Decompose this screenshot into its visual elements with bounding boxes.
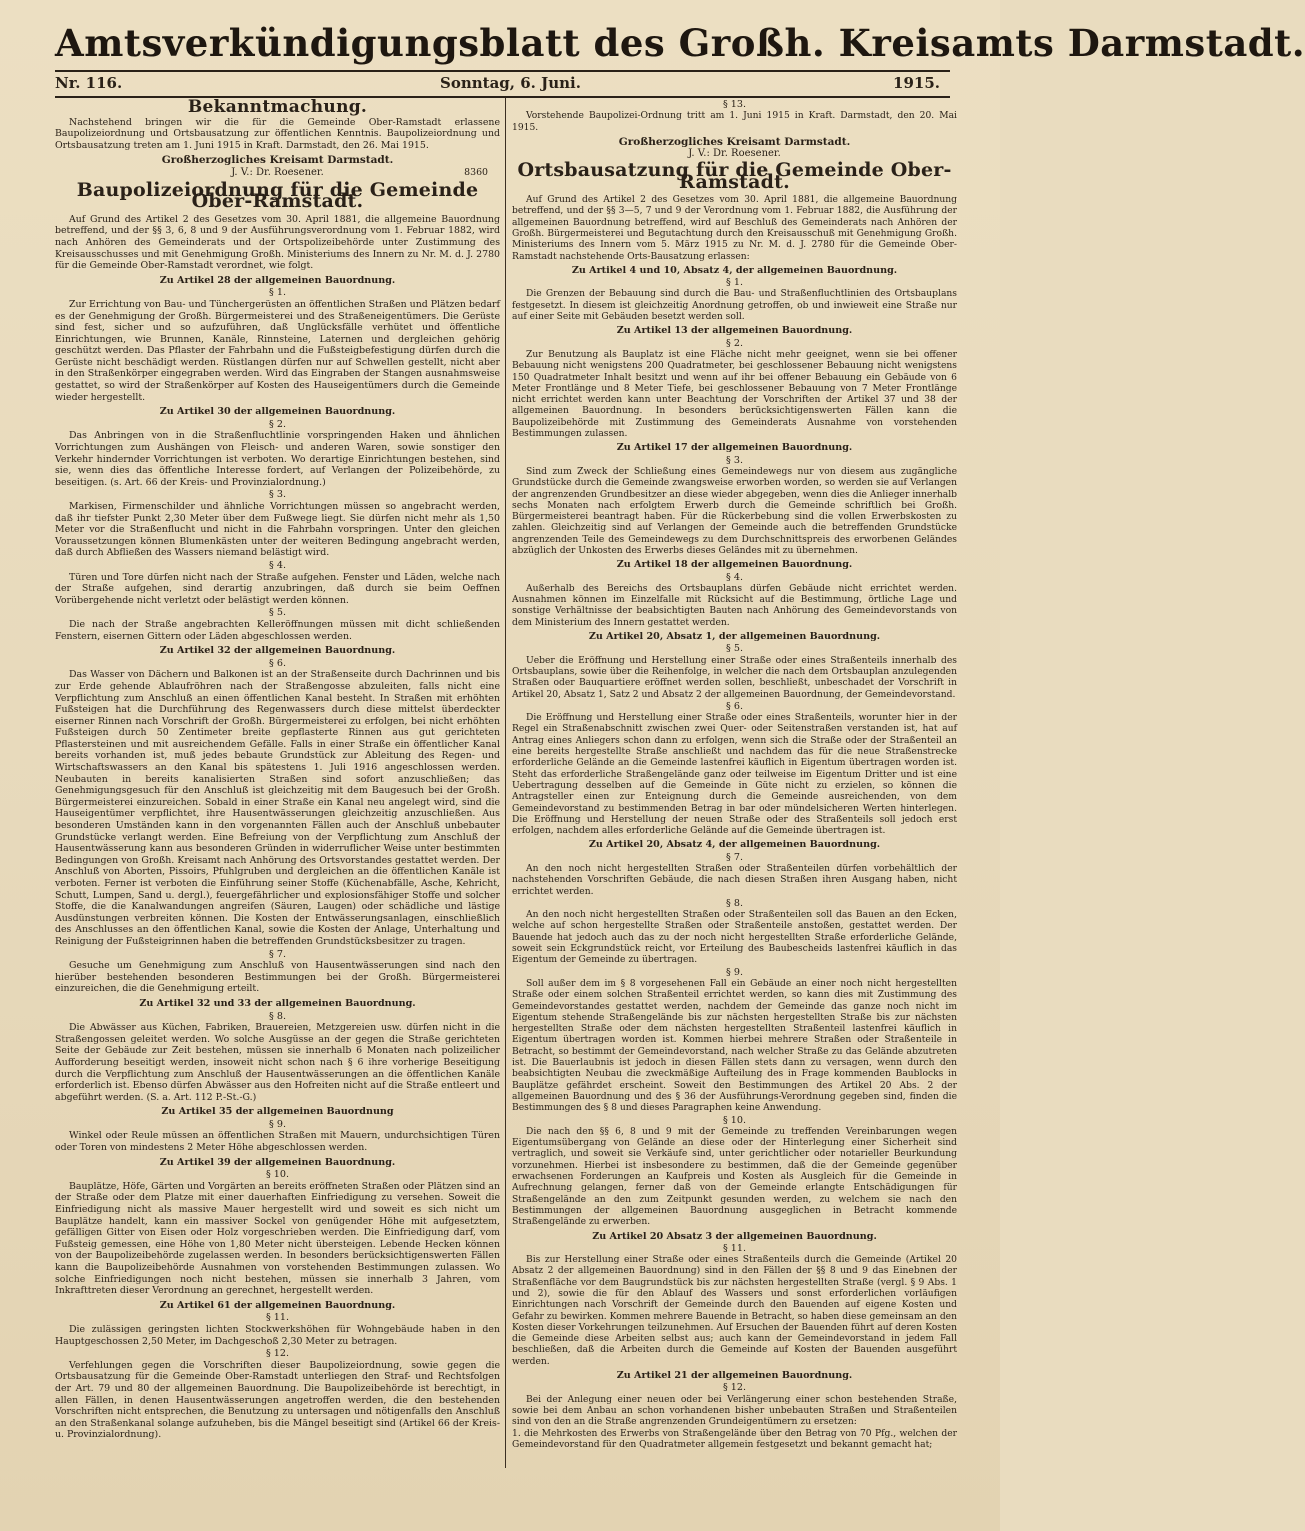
list-item: 1. die Mehrkosten des Erwerbs von Straßengelände über den Betrag von 70 Pfg., welchen der Gemeindevorstand für den Quadratmeter allgemein festgesetzt und bekannt gemacht hat; (512, 1427, 957, 1450)
paragraph-text: Bis zur Herstellung einer Straße oder eines Straßenteils durch die Gemeinde (Artikel 20 Absatz 2 der allgemeinen Bauordnung) sind in den Fällen der §§ 8 und 9 das Einebnen der Straßenfläche vor dem Baugrundstück bis zur nächsten hergestellten Straße (vergl. § 9 Abs. 1 und 2), sowie die für den Ablauf des Wassers und sonst erforderlichen vorläufigen Einrichtungen nach Vorschrift der Gemeinde durch den Bauenden auf eigene Kosten und Gefahr zu bewirken. Kommen mehrere Bauende in Betracht, so haben diese gemeinsam an den Kosten dieser Vorkehrungen teilzunehmen. Auf Ersuchen der Bauenden führt auf deren Kosten die Gemeinde diese Arbeiten selbst aus; auch kann der Gemeindevorstand in jedem Fall beschließen, daß die Arbeiten durch die Gemeinde auf Kosten der Bauenden ausgeführt werden. (512, 1254, 957, 1367)
signer-row (55, 167, 500, 179)
article-heading: Zu Artikel 39 der allgemeinen Bauordnung. (159, 1156, 396, 1168)
signer: J. V.: Dr. Roesener. (231, 166, 324, 178)
paragraph-text: Außerhalb des Bereichs des Ortsbauplans dürfen Gebäude nicht errichtet werden. Ausnahmen können im Einzelfalle mit Rücksicht auf die Bestimmung, örtliche Lage und sonstige Verhältnisse der beabsichtigten Bauten nach Anhörung des Gemeindevorstands von dem Ministerium des Innern gestattet werden. (512, 582, 957, 628)
article-heading: Zu Artikel 13 der allgemeinen Bauordnung. (616, 325, 853, 337)
paragraph-number: § 7. (269, 948, 286, 960)
paragraph-number: § 10. (265, 1169, 290, 1181)
paragraph-text: Soll außer dem im § 8 vorgesehenen Fall ein Gebäude an einer noch nicht hergestellten Straße oder einem solchen Straßenteil errichtet werden, so kann dies mit Zustimmung des Gemeindevorstandes gestattet werden, nachdem der Gemeinde das ganze noch nicht im Eigentum stehende Straßengelände bis zur nächsten hergestellten Straße bis zur nächsten hergestellten Straße oder dem nächsten hergestellten Straßenteil lastenfrei käuflich in Eigentum übertragen worden ist. Kommen hierbei mehrere Straßen oder Straßenteile in Betracht, so bestimmt der Gemeindevorstand, nach welcher Straße zu das Gelände abzutreten ist. Die Bauerlaubnis ist jedoch in diesen Fällen stets dann zu versagen, wenn durch den beabsichtigten Neubau die zweckmäßige Aufteilung des in Frage kommenden Baublocks in Bauplätze gefährdet erscheint. Soweit den Bestimmungen des Artikel 20 Abs. 2 der allgemeinen Bauordnung und des § 36 der Ausführungs-Verordnung gegeben sind, finden die Bestimmungen des § 8 und dieses Paragraphen keine Anwendung. (512, 977, 957, 1114)
article-heading: Zu Artikel 17 der allgemeinen Bauordnung. (616, 442, 853, 454)
article-heading: Zu Artikel 4 und 10, Absatz 4, der allgemeinen Bauordnung. (571, 264, 898, 276)
signer: J. V.: Dr. Roesener. (688, 148, 781, 160)
paragraph-text: Vorstehende Baupolizei-Ordnung tritt am 1. Juni 1915 in Kraft. Darmstadt, den 20. Mai 1915. (512, 110, 957, 133)
preamble: Auf Grund des Artikel 2 des Gesetzes vom 30. April 1881, die allgemeine Bauordnung betreffend, und der §§ 3—5, 7 und 9 der Verordnung vom 1. Februar 1882, die Ausführung der allgemeinen Bauordnung betreffend, wird auf Beschluß des Gemeinderats nach Anhören der Großh. Bürgermeisterei und Begutachtung durch den Kreisausschuß mit Genehmigung Großh. Ministeriums des Innern vom 5. März 1915 zu Nr. M. d. J. 2780 für die Gemeinde Ober-Ramstadt nachstehende Orts-Bausatzung erlassen: (512, 194, 957, 262)
article-heading: Zu Artikel 20, Absatz 4, der allgemeinen Bauordnung. (588, 839, 881, 851)
right-column (512, 98, 957, 1450)
masthead-rule (55, 70, 950, 72)
paragraph-text: Sind zum Zweck der Schließung eines Gemeindewegs nur von diesem aus zugängliche Grundstücke durch die Gemeinde zwangsweise erworben worden, so werden sie auf Verlangen der angrenzenden Grundbesitzer an diese wieder abgegeben, wenn dies die Anlieger innerhalb sechs Monaten nach erfolgtem Erwerb durch die Gemeinde schriftlich bei Großh. Bürgermeisterei beantragt haben. Für die Rückerbebung sind die vollen Erwerbskosten zu zahlen. Gleichzeitig sind auf Verlangen der Gemeinde auch die betreffenden Grundstücke angrenzenden Teile des Gemeindewegs zu dem Durchschnittspreis des erworbenen Geländes abzüglich der Unkosten des Erwerbs dieses Geländes mit zu übernehmen. (512, 465, 957, 556)
paragraph-text: Winkel oder Reule müssen an öffentlichen Straßen mit Mauern, undurchsichtigen Türen oder Toren von mindestens 2 Meter Höhe abgeschlossen werden. (55, 1130, 500, 1154)
paragraph-text: Die zulässigen geringsten lichten Stockwerkshöhen für Wohngebäude haben in den Hauptgeschossen 2,50 Meter, im Dachgeschoß 2,30 Meter zu betragen. (55, 1323, 500, 1347)
paragraph-text: An den noch nicht hergestellten Straßen oder Straßenteilen dürfen vorbehältlich der nachstehenden Vorschriften Gebäude, die nach diesen Straßen ihren Ausgang haben, nicht errichtet werden. (512, 863, 957, 897)
paragraph-number: § 11. (722, 1242, 747, 1254)
paragraph-text: Die nach den §§ 6, 8 und 9 mit der Gemeinde zu treffenden Vereinbarungen wegen Eigentumsübergang von Gelände an diese oder der Hinterlegung einer Sicherheit sind vertraglich, und soweit sie Verkäufe sind, unter gerichtlicher oder notarieller Beurkundung vorzunehmen. Hierbei ist insbesondere zu bestimmen, daß die der Gemeinde gegenüber erwachsenen Forderungen an Kaufpreis und Kosten als Ausgleich für die Gemeinde in Aufrechnung gelangen, ferner daß von der Gemeinde erlangte Entschädigungen für Straßengelände an den zum Zeitpunkt gesunden werden, zu welchem sie nach den Bestimmungen der allgemeinen Bauordnung ausgeglichen in Betracht kommende Straßengelände zu erwerben. (512, 1125, 957, 1228)
paragraph-text: Bauplätze, Höfe, Gärten und Vorgärten an bereits eröffneten Straßen oder Plätzen sind an der Straße oder dem Platze mit einer dauerhaften Einfriedigung zu versehen. Soweit die Einfriedigung nicht als massive Mauer hergestellt wird und soweit es sich nicht um Bauplätze handelt, kann ein massiver Sockel von genügender Höhe mit aufgesetztem, gefälligen Gitter von Eisen oder Holz vorgeschrieben werden. Die Einfriedigung darf, vom Fußsteig gemessen, eine Höhe von 1,80 Meter nicht übersteigen. Lebende Hecken können von der Baupolizeibehörde zugelassen werden. In besonders berücksichtigenswerten Fällen kann die Baupolizeibehörde Ausnahmen von vorstehenden Bestimmungen zulassen. Wo solche Einfriedigungen noch nicht bestehen, müssen sie innerhalb 3 Jahren, vom Inkrafttreten dieser Verordnung an gerechnet, hergestellt werden. (55, 1180, 500, 1297)
article-heading: Zu Artikel 61 der allgemeinen Bauordnung. (159, 1299, 396, 1311)
authority-name: Großherzogliches Kreisamt Darmstadt. (161, 154, 394, 167)
column-divider (505, 98, 506, 1468)
paragraph-text: Das Wasser von Dächern und Balkonen ist an der Straßenseite durch Dachrinnen und bis zur Erde gehende Ablaufröhren nach der Straßengosse abzuleiten, falls nicht eine Verpflichtung zum Anschluß an einen öffentlichen Kanal besteht. In Straßen mit erhöhten Fußsteigen hat die Durchführung des Regenwassers durch diese mittelst überdeckter eiserner Rinnen nach Vorschrift der Großh. Bürgermeisterei zu erfolgen, bei nicht erhöhten Fußsteigen durch 50 Zentimeter breite gepflasterte Rinnen aus gut gerichteten Pflastersteinen und mit ausreichendem Gefälle. Falls in einer Straße ein öffentlicher Kanal bereits vorhanden ist, muß jedes bebaute Grundstück zur Ableitung des Regen- und Wirtschaftswassers an den Kanal bis spätestens 1. Juli 1916 angeschlossen werden. Neubauten in bereits kanalisierten Straßen sind sofort anzuschließen; das Genehmigungsgesuch für den Anschluß ist gleichzeitig mit dem Baugesuch bei der Großh. Bürgermeisterei einzureichen. Sobald in einer Straße ein Kanal neu angelegt wird, sind die Hauseigentümer verpflichtet, ihre Hausentwässerungen gleichzeitig anzuschließen. Aus besonderen Umständen kann in den vorgenannten Fällen auch der Anschluß unbebauter Grundstücke verlangt werden. Eine Befreiung von der Verpflichtung zum Anschluß der Hausentwässerung kann aus besonderen Gründen in widerruflicher Weise unter bestimmten Bedingungen von Großh. Kreisamt nach Anhörung des Ortsvorstandes gestattet werden. Der Anschluß von Aborten, Pissoirs, Pfuhlgruben und dergleichen an die öffentlichen Kanäle ist verboten. Ferner ist verboten die Einführung seiner Stoffe (Küchenabfälle, Asche, Kehricht, Schutt, Lumpen, Sand u. dergl.), feuergefährlicher und explosionsfähiger Stoffe und solcher Stoffe, die die Kanalwandungen angreifen (Säuren, Laugen) oder schädliche und lästige Ausdünstungen verbreiten können. Die Kosten der Entwässerungsanlagen, einschließlich des Anschlusses an den öffentlichen Kanal, sowie die Kosten der Anlage, Unterhaltung und Reinigung der Fußsteigrinnen haben die betreffenden Grundstücksbesitzer zu tragen. (55, 669, 500, 947)
paragraph-text: Markisen, Firmenschilder und ähnliche Vorrichtungen müssen so angebracht werden, daß ihr tiefster Punkt 2,30 Meter über dem Fußwege liegt. Sie dürfen nicht mehr als 1,50 Meter vor die Straßenflucht und nicht in die Fahrbahn vorspringen. Unter den gleichen Voraussetzungen können Blumenkästen unter der weiteren Bedingung angebracht werden, daß durch Abfließen des Wassers niemand belästigt wird. (55, 501, 500, 559)
paragraph-number: § 1. (726, 277, 743, 289)
paragraph-number: § 6. (726, 700, 743, 712)
article-heading: Zu Artikel 30 der allgemeinen Bauordnung. (159, 406, 396, 418)
paragraph-number: § 2. (726, 337, 743, 349)
article-heading: Zu Artikel 32 und 33 der allgemeinen Bauordnung. (139, 997, 416, 1009)
baupolizeiordnung-title: Baupolizeiordnung für die Gemeinde Ober-Ramstadt. (76, 178, 479, 213)
paragraph-text: Die Abwässer aus Küchen, Fabriken, Brauereien, Metzgereien usw. dürfen nicht in die Straßengossen geleitet werden. Wo solche Ausgüsse an der gegen die Straße gerichteten Seite der Gebäude zur Zeit bestehen, müssen sie innerhalb 6 Monaten nach polizeilicher Aufforderung beseitigt werden, insoweit nicht schon nach § 6 ihre vorherige Beseitigung durch die Verpflichtung zum Anschluß der Hausentwässerungen an die öffentlichen Kanäle erforderlich ist. Ebenso dürfen Abwässer aus den Hofreiten nicht auf die Straße entleert und abgeführt werden. (S. a. Art. 112 P.-St.-G.) (55, 1022, 500, 1103)
paragraph-number: § 4. (726, 571, 743, 583)
paragraph-number: § 3. (269, 489, 286, 501)
preamble: Auf Grund des Artikel 2 des Gesetzes vom 30. April 1881, die allgemeine Bauordnung betreffend, und der §§ 3, 6, 8 und 9 der Ausführungsverordnung vom 1. Februar 1882, wird nach Anhören des Gemeinderats und der Ortspolizeibehörde unter Zustimmung des Kreisausschusses und mit Genehmigung Großh. Ministeriums des Innern zu Nr. M. d. J. 2780 für die Gemeinde Ober-Ramstadt verordnet, wie folgt. (55, 213, 500, 272)
paragraph-text: Die Eröffnung und Herstellung einer Straße oder eines Straßenteils, worunter hier in der Regel ein Straßenabschnitt zwischen zwei Quer- oder Seitenstraßen verstanden ist, hat auf Antrag eines Anliegers schon dann zu erfolgen, wenn sich die Straße oder der Straßenteil an eine bereits hergestellte Straße anschließt und nachdem das für die neue Straßenstrecke erforderliche Gelände an die Gemeinde lastenfrei käuflich in Eigentum übertragen worden ist. Steht das erforderliche Straßengelände ganz oder teilweise im Eigentum Dritter und ist eine Uebertragung desselben auf die Gemeinde in Güte nicht zu erzielen, so können die Antragsteller einen zur Enteignung durch die Gemeinde ausreichenden, von dem Gemeindevorstand zu bestimmenden Betrag in bar oder mündelsicheren Werten hinterlegen. Die Eröffnung und Herstellung der neuen Straße oder des Straßenteils soll jedoch erst erfolgen, nachdem alles erforderliche Gelände auf die Gemeinde übertragen ist. (512, 712, 957, 837)
ortsbausatzung-title: Ortsbausatzung für die Gemeinde Ober-Ramstadt. (517, 159, 952, 193)
paragraph-text: Zur Errichtung von Bau- und Tünchergerüsten an öffentlichen Straßen und Plätzen bedarf es der Genehmigung der Großh. Bürgermeisterei und des Straßeneigentümers. Die Gerüste sind fest, sicher und so aufzuführen, daß Unglücksfälle verhütet und öffentliche Einrichtungen, wie Brunnen, Kanäle, Rinnsteine, Laternen und dergleichen gehörig geschützt werden. Das Pflaster der Fahrbahn und die Fußsteigbefestigung dürfen durch die Gerüste nicht beschädigt werden. Rüstlangen dürfen nur auf Schwellen gestellt, nicht aber in den Straßenkörper eingegraben werden. Wird das Eingraben der Stangen ausnahmsweise gestattet, so wird der Straßenkörper auf Kosten des Hauseigentümers durch die Gemeinde wieder hergestellt. (55, 298, 500, 403)
paragraph-number: § 13. (722, 99, 747, 110)
paragraph-number: § 3. (726, 454, 743, 466)
paragraph-text: Verfehlungen gegen die Vorschriften dieser Baupolizeiordnung, sowie gegen die Ortsbausatzung für die Gemeinde Ober-Ramstadt unterliegen den Straf- und Rechtsfolgen der Art. 79 und 80 der allgemeinen Bauordnung. Die Baupolizeibehörde ist berechtigt, in allen Fällen, in denen Hausentwässerungen angetroffen werden, die den bestehenden Vorschriften nicht entsprechen, die Benutzung zu untersagen und nötigenfalls den Anschluß an den Straßenkanal solange aufzuheben, bis die Mängel beseitigt sind (Artikel 66 der Kreis- u. Provinzialordnung). (55, 1359, 500, 1441)
article-heading: Zu Artikel 35 der allgemeinen Bauordnung (161, 1106, 394, 1118)
article-heading: Zu Artikel 18 der allgemeinen Bauordnung. (616, 559, 853, 571)
paragraph-number: § 11. (265, 1312, 290, 1324)
announcement-heading: Bekanntmachung. (187, 97, 368, 117)
paragraph-text: Bei der Anlegung einer neuen oder bei Verlängerung einer schon bestehenden Straße, sowie bei dem Anbau an schon vorhandenen bisher unbebauten Straßen und Straßenteilen sind von den an die Straße angrenzenden Grundeigentümern zu ersetzen: (512, 1393, 957, 1428)
announcement-intro: Nachstehend bringen wir die für die Gemeinde Ober-Ramstadt erlassene Baupolizeiordnung und Ortsbausatzung zur öffentlichen Kenntnis. Baupolizeiordnung und Ortsbausatzung treten am 1. Juni 1915 in Kraft. Darmstadt, den 26. Mai 1915. (55, 116, 500, 151)
article-heading: Zu Artikel 20, Absatz 1, der allgemeinen Bauordnung. (588, 631, 881, 643)
doc-number: 8360 (464, 166, 488, 178)
paragraph-number: § 12. (722, 1382, 747, 1394)
paragraph-number: § 8. (269, 1010, 286, 1022)
paragraph-text: Türen und Tore dürfen nicht nach der Straße aufgehen. Fenster und Läden, welche nach der Straße aufgehen, sind derartig anzubringen, daß durch sie beim Oeffnen Vorübergehende nicht verletzt oder belästigt werden können. (55, 571, 500, 606)
paragraph-number: § 9. (726, 966, 743, 978)
article-heading: Zu Artikel 32 der allgemeinen Bauordnung. (159, 645, 396, 657)
paragraph-text: Die Grenzen der Bebauung sind durch die Bau- und Straßenfluchtlinien des Ortsbauplans festgesetzt. In diesem ist gleichzeitig Anordnung getroffen, ob und inwieweit eine Straße nur auf einer Seite mit Gebäuden besetzt werden soll. (512, 288, 957, 323)
masthead: Amtsverkündigungsblatt des Großh. Kreisamts Darmstadt. (55, 21, 1305, 65)
paragraph-number: § 10. (722, 1114, 747, 1126)
article-heading: Zu Artikel 21 der allgemeinen Bauordnung. (616, 1370, 853, 1382)
paragraph-number: § 1. (269, 287, 286, 299)
paragraph-number: § 5. (269, 607, 286, 619)
paragraph-text: Zur Benutzung als Bauplatz ist eine Fläche nicht mehr geeignet, wenn sie bei offener Bebauung nicht wenigstens 200 Quadratmeter, bei geschlossener Bebauung nicht wenigstens 150 Quadratmeter Inhalt besitzt und wenn auf ihr bei offener Bebauung ein Gebäude von 6 Meter Frontlänge und 8 Meter Tiefe, bei geschlossener Bebauung von 7 Meter Frontlänge nicht errichtet werden kann unter Beachtung der Vorschriften der Artikel 37 und 38 der allgemeinen Bauordnung. In besonders berücksichtigenswerten Fällen kann die Baupolizeibehörde mit Zustimmung des Gemeinderats Ausnahme von vorstehenden Bestimmungen zulassen. (512, 348, 957, 440)
paragraph-text: Die nach der Straße angebrachten Kelleröffnungen müssen mit dicht schließenden Fenstern, eisernen Gittern oder Läden abgeschlossen werden. (55, 618, 500, 642)
issue-year: 1915. (893, 74, 940, 92)
left-column (55, 98, 500, 1441)
paragraph-number: § 9. (269, 1118, 286, 1130)
article-heading: Zu Artikel 28 der allgemeinen Bauordnung. (159, 274, 396, 286)
paragraph-number: § 6. (269, 657, 286, 669)
paragraph-text: Ueber die Eröffnung und Herstellung einer Straße oder eines Straßenteils innerhalb des Ortsbauplans, sowie über die Reihenfolge, in welcher die nach dem Ortsbauplan anzulegenden Straßen oder Bauquartiere eröffnet werden sollen, beschließt, unbeschadet der Vorschrift in Artikel 20, Absatz 1, Satz 2 und Absatz 2 der allgemeinen Bauordnung, der Gemeindevorstand. (512, 654, 957, 700)
issue-line (55, 74, 940, 96)
authority-name: Großherzogliches Kreisamt Darmstadt. (618, 135, 851, 148)
article-heading: Zu Artikel 20 Absatz 3 der allgemeinen Bauordnung. (592, 1230, 877, 1242)
paragraph-text: Gesuche um Genehmigung zum Anschluß von Hausentwässerungen sind nach den hierüber bestehenden besonderen Bestimmungen bei der Großh. Bürgermeisterei einzureichen, die die Genehmigung erteilt. (55, 960, 500, 995)
issue-date: Sonntag, 6. Juni. (440, 74, 581, 92)
paragraph-number: § 8. (726, 897, 743, 909)
paragraph-number: § 5. (726, 643, 743, 655)
paragraph-number: § 7. (726, 851, 743, 863)
issue-number: Nr. 116. (55, 74, 123, 92)
paragraph-number: § 4. (269, 559, 286, 571)
paragraph-text: Das Anbringen von in die Straßenfluchtlinie vorspringenden Haken und ähnlichen Vorrichtungen zum Aushängen von Fleisch- und anderen Waren, sowie sonstiger den Verkehr hindernder Vorrichtungen ist verboten. Wo derartige Einrichtungen bestehen, sind sie, wenn dies das öffentliche Interesse fordert, auf Verlangen der Polizeibehörde, zu beseitigen. (s. Art. 66 der Kreis- und Provinzialordnung.) (55, 430, 500, 488)
paragraph-text: An den noch nicht hergestellten Straßen oder Straßenteilen soll das Bauen an den Ecken, welche auf schon hergestellte Straßen oder Straßenteile anstoßen, gestattet werden. Der Bauende hat jedoch auch das zu der noch nicht hergestellten Straße erforderliche Gelände, soweit sein Eckgrundstück reicht, vor Erteilung des Baubescheids lastenfrei käuflich in das Eigentum der Gemeinde zu übertragen. (512, 909, 957, 966)
paragraph-number: § 12. (265, 1348, 290, 1360)
paragraph-number: § 2. (269, 418, 286, 430)
